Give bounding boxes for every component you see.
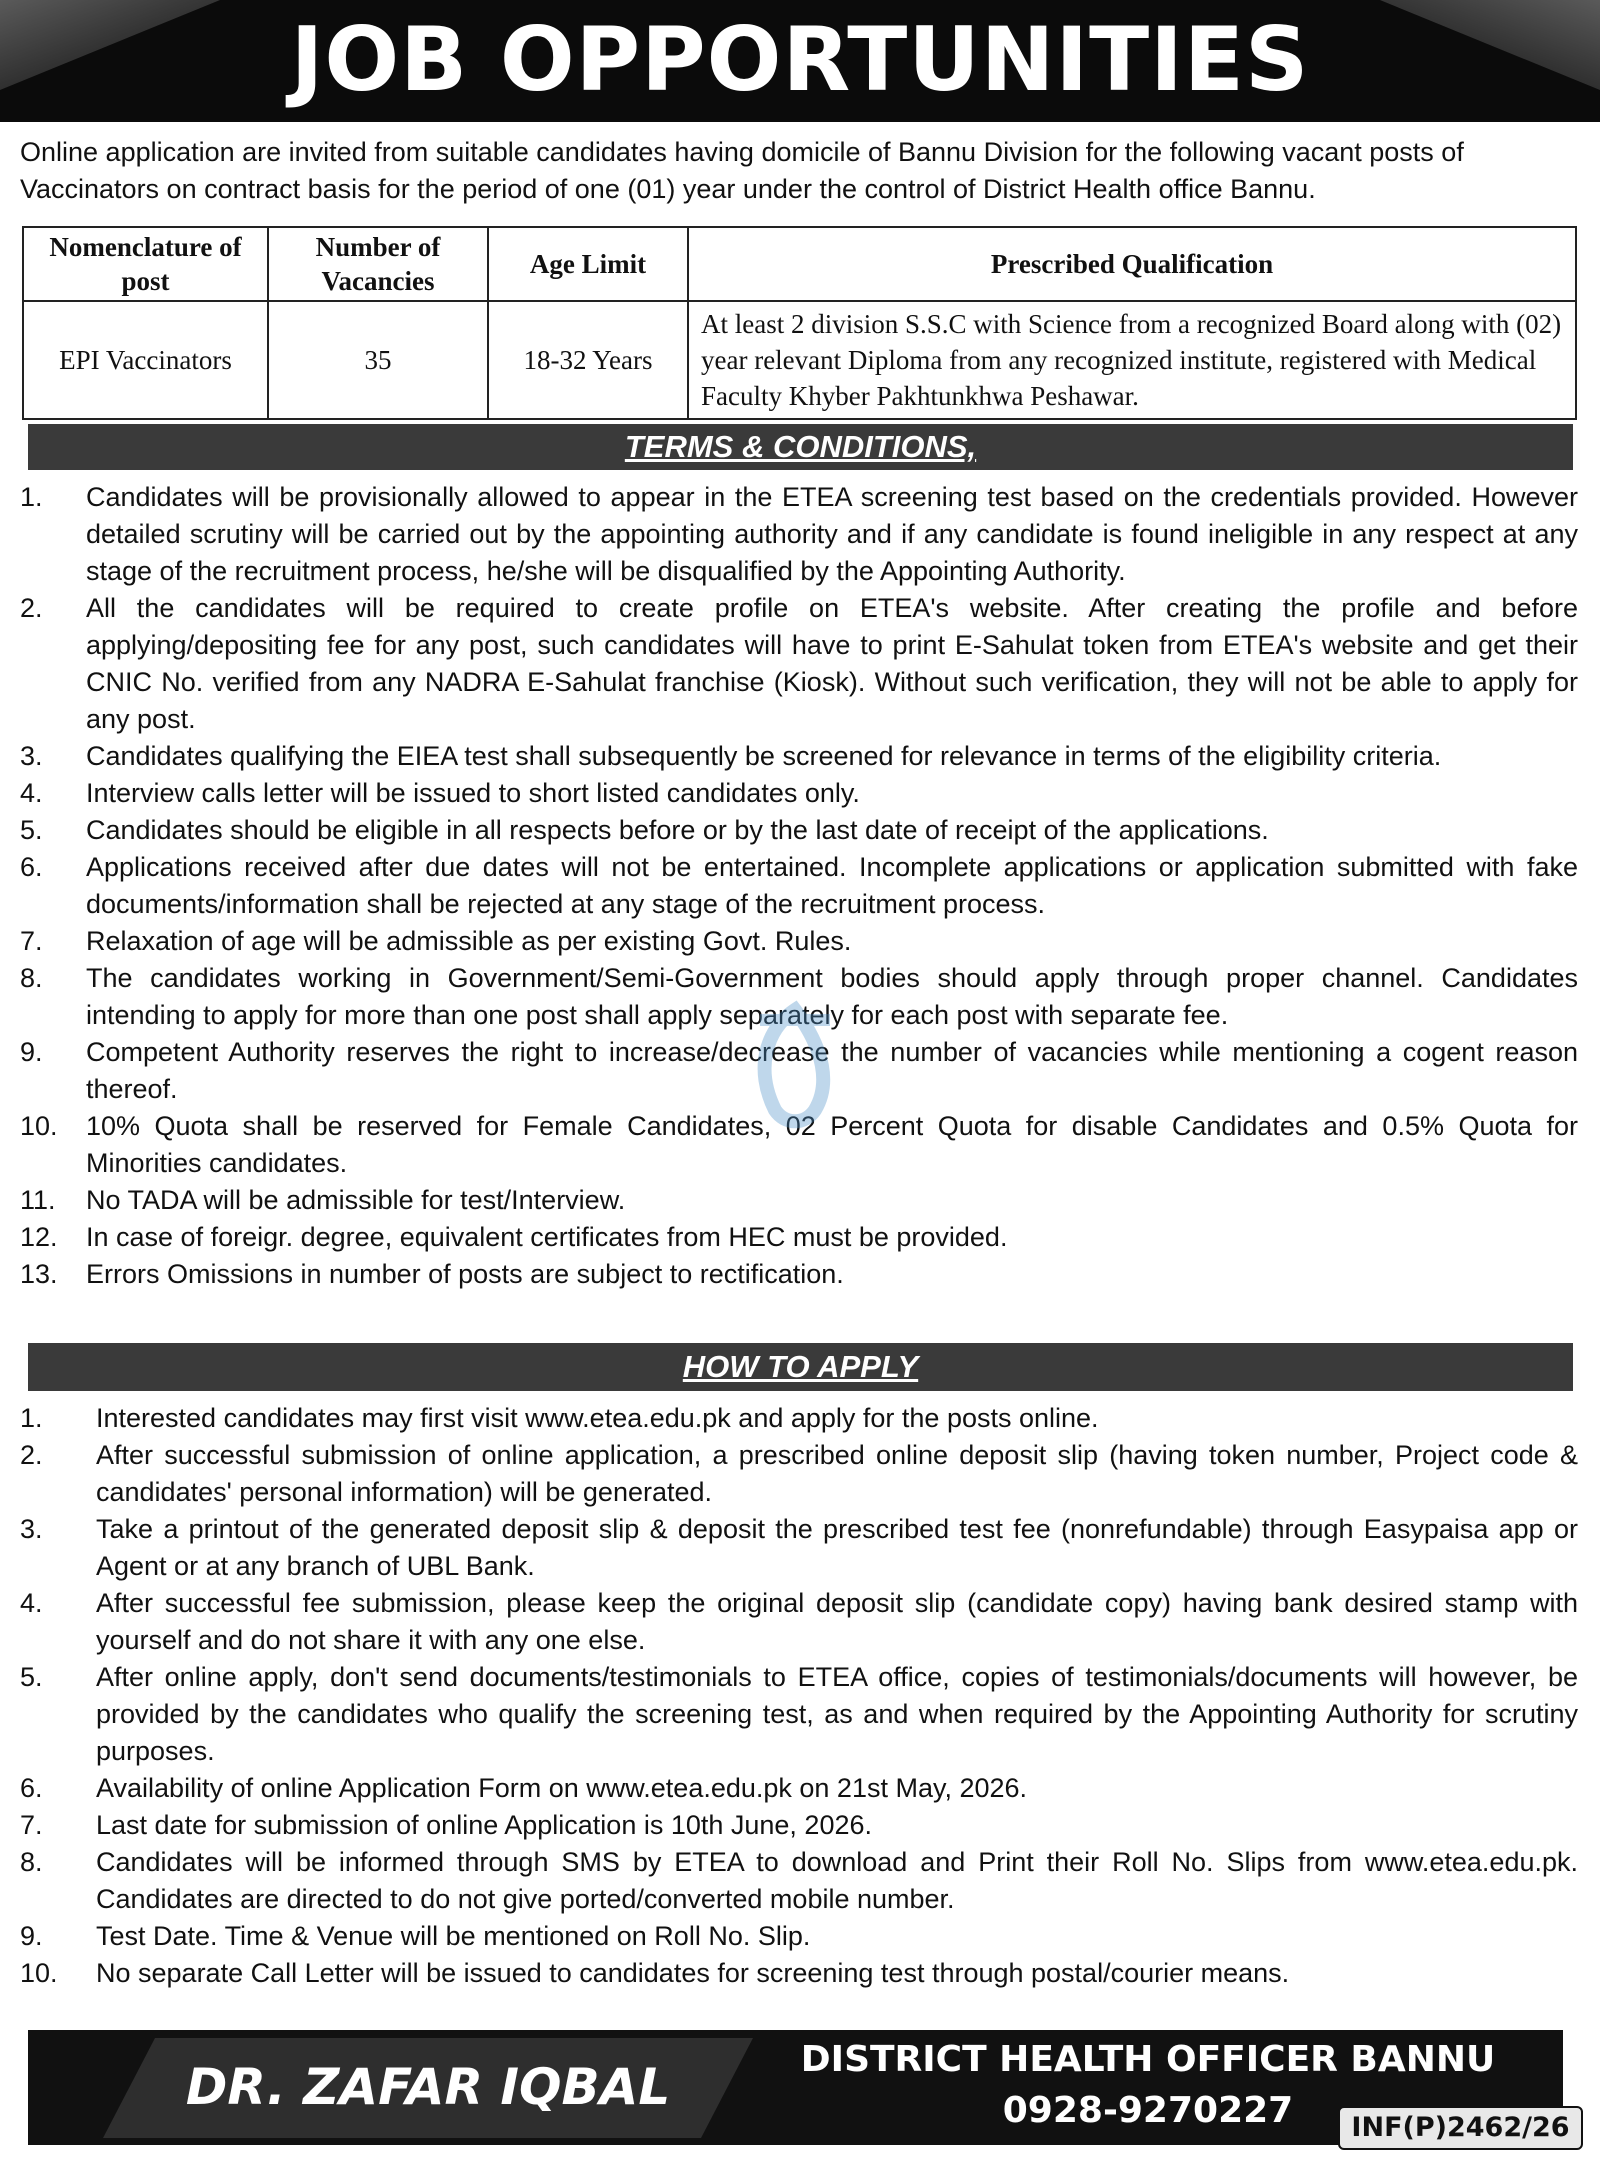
watermark-logo-icon [735, 1000, 855, 1140]
table-row [23, 301, 1576, 419]
item-text: Availability of online Application Form on www.etea.edu.pk on 21st May, 2026. [96, 1773, 1028, 1803]
terms-list [20, 479, 1578, 1293]
item-number: 8. [20, 1847, 43, 1877]
item-number: 8. [20, 963, 43, 993]
item-number: 9. [20, 1921, 43, 1951]
list-item [20, 1219, 1578, 1256]
item-number: 2. [20, 593, 43, 623]
list-item [20, 1955, 1578, 1992]
item-number: 2. [20, 1440, 43, 1470]
list-item [20, 1807, 1578, 1844]
item-number: 10. [20, 1111, 58, 1141]
cell-vacancies: 35 [268, 301, 488, 419]
item-number: 6. [20, 852, 43, 882]
list-item [20, 1585, 1578, 1659]
office-phone: 0928-9270227 [1002, 2090, 1294, 2131]
item-text: Test Date. Time & Venue will be mentioned on Roll No. Slip. [96, 1921, 811, 1951]
terms-heading: TERMS & CONDITIONS, [28, 424, 1573, 470]
item-text: Candidates will be informed through SMS by ETEA to download and Print their Roll No. Slips from www.etea.edu.pk. Candidates are directed to do not give ported/converted mobile number. [96, 1847, 1578, 1914]
reference-number: INF(P)2462/26 [1338, 2106, 1583, 2150]
item-number: 4. [20, 1588, 43, 1618]
item-text: Interested candidates may first visit www.etea.edu.pk and apply for the posts online. [96, 1403, 1099, 1433]
item-text: After successful submission of online application, a prescribed online deposit slip (having token number, Project code & candidates' personal information) will be generated. [96, 1440, 1578, 1507]
item-number: 10. [20, 1958, 58, 1988]
list-item [20, 1844, 1578, 1918]
list-item [20, 849, 1578, 923]
vacancy-table [22, 226, 1577, 420]
col-header-qualification: Prescribed Qualification [688, 227, 1576, 301]
item-text: Competent Authority reserves the right to increase/decrease the number of vacancies while mentioning a cogent reason thereof. [86, 1037, 1578, 1104]
page-title: JOB OPPORTUNITIES [290, 8, 1310, 111]
item-number: 7. [20, 1810, 43, 1840]
item-number: 3. [20, 741, 43, 771]
item-text: Errors Omissions in number of posts are subject to rectification. [86, 1259, 844, 1289]
item-text: Interview calls letter will be issued to short listed candidates only. [86, 778, 860, 808]
apply-list [20, 1400, 1578, 1992]
item-number: 7. [20, 926, 43, 956]
list-item [20, 590, 1578, 738]
list-item [20, 923, 1578, 960]
list-item [20, 1511, 1578, 1585]
item-text: Relaxation of age will be admissible as per existing Govt. Rules. [86, 926, 852, 956]
item-text: After online apply, don't send documents/testimonials to ETEA office, copies of testimonials/documents will however, be provided by the candidates who qualify the screening test, as and when required by the Appointing Authority for scrutiny purposes. [96, 1662, 1578, 1766]
footer-banner [28, 2030, 1563, 2145]
list-item [20, 1182, 1578, 1219]
table-header-row [23, 227, 1576, 301]
item-number: 11. [20, 1185, 56, 1215]
item-text: No TADA will be admissible for test/Interview. [86, 1185, 626, 1215]
col-header-post: Nomenclature of post [23, 227, 268, 301]
item-text: The candidates working in Government/Semi-Government bodies should apply through proper channel. Candidates intending to apply for more than one post shall apply separately for each post with separate fee. [86, 963, 1578, 1030]
cell-age: 18-32 Years [488, 301, 688, 419]
item-text: After successful fee submission, please keep the original deposit slip (candidate copy) having bank desired stamp with yourself and do not share it with any one else. [96, 1588, 1578, 1655]
list-item [20, 775, 1578, 812]
item-number: 4. [20, 778, 43, 808]
how-to-apply-heading: HOW TO APPLY [28, 1343, 1573, 1391]
item-number: 5. [20, 815, 43, 845]
office-title: DISTRICT HEALTH OFFICER BANNU [800, 2039, 1496, 2080]
list-item [20, 1770, 1578, 1807]
item-text: No separate Call Letter will be issued to candidates for screening test through postal/courier means. [96, 1958, 1290, 1988]
list-item [20, 1918, 1578, 1955]
col-header-age: Age Limit [488, 227, 688, 301]
list-item [20, 1659, 1578, 1770]
list-item [20, 1256, 1578, 1293]
item-text: 10% Quota shall be reserved for Female Candidates, 02 Percent Quota for disable Candidates and 0.5% Quota for Minorities candidates. [86, 1111, 1578, 1178]
item-text: All the candidates will be required to create profile on ETEA's website. After creating the profile and before applying/depositing fee for any post, such candidates will have to print E-Sahulat token from ETEA's website and get their CNIC No. verified from any NADRA E-Sahulat franchise (Kiosk). Without such verification, they will not be able to apply for any post. [86, 593, 1578, 734]
signatory-name: DR. ZAFAR IQBAL [185, 2058, 671, 2116]
item-number: 5. [20, 1662, 43, 1692]
list-item [20, 738, 1578, 775]
col-header-vacancies: Number of Vacancies [268, 227, 488, 301]
item-text: Candidates will be provisionally allowed to appear in the ETEA screening test based on the credentials provided. However detailed scrutiny will be carried out by the appointing authority and if any candidate is found ineligible in any respect at any stage of the recruitment process, he/she will be disqualified by the Appointing Authority. [86, 482, 1578, 586]
item-text: Candidates should be eligible in all respects before or by the last date of receipt of the applications. [86, 815, 1269, 845]
item-text: In case of foreigr. degree, equivalent certificates from HEC must be provided. [86, 1222, 1008, 1252]
item-number: 13. [20, 1259, 58, 1289]
header-banner [0, 0, 1600, 122]
list-item [20, 479, 1578, 590]
item-text: Last date for submission of online Application is 10th June, 2026. [96, 1810, 872, 1840]
item-number: 3. [20, 1514, 43, 1544]
list-item [20, 1400, 1578, 1437]
item-number: 1. [20, 482, 43, 512]
item-text: Take a printout of the generated deposit slip & deposit the prescribed test fee (nonrefundable) through Easypaisa app or Agent or at any branch of UBL Bank. [96, 1514, 1578, 1581]
item-number: 6. [20, 1773, 43, 1803]
item-number: 1. [20, 1403, 43, 1433]
cell-qualification: At least 2 division S.S.C with Science from a recognized Board along with (02) year relevant Diploma from any recognized institute, registered with Medical Faculty Khyber Pakhtunkhwa Peshawar. [688, 301, 1576, 419]
list-item [20, 812, 1578, 849]
intro-paragraph: Online application are invited from suitable candidates having domicile of Bannu Division for the following vacant posts of Vaccinators on contract basis for the period of one (01) year under the control of District Health office Bannu. [20, 137, 1464, 204]
item-number: 12. [20, 1222, 58, 1252]
list-item [20, 1437, 1578, 1511]
item-number: 9. [20, 1037, 43, 1067]
item-text: Applications received after due dates will not be entertained. Incomplete applications or application submitted with fake documents/information shall be rejected at any stage of the recruitment process. [86, 852, 1578, 919]
cell-post: EPI Vaccinators [23, 301, 268, 419]
item-text: Candidates qualifying the EIEA test shall subsequently be screened for relevance in terms of the eligibility criteria. [86, 741, 1442, 771]
